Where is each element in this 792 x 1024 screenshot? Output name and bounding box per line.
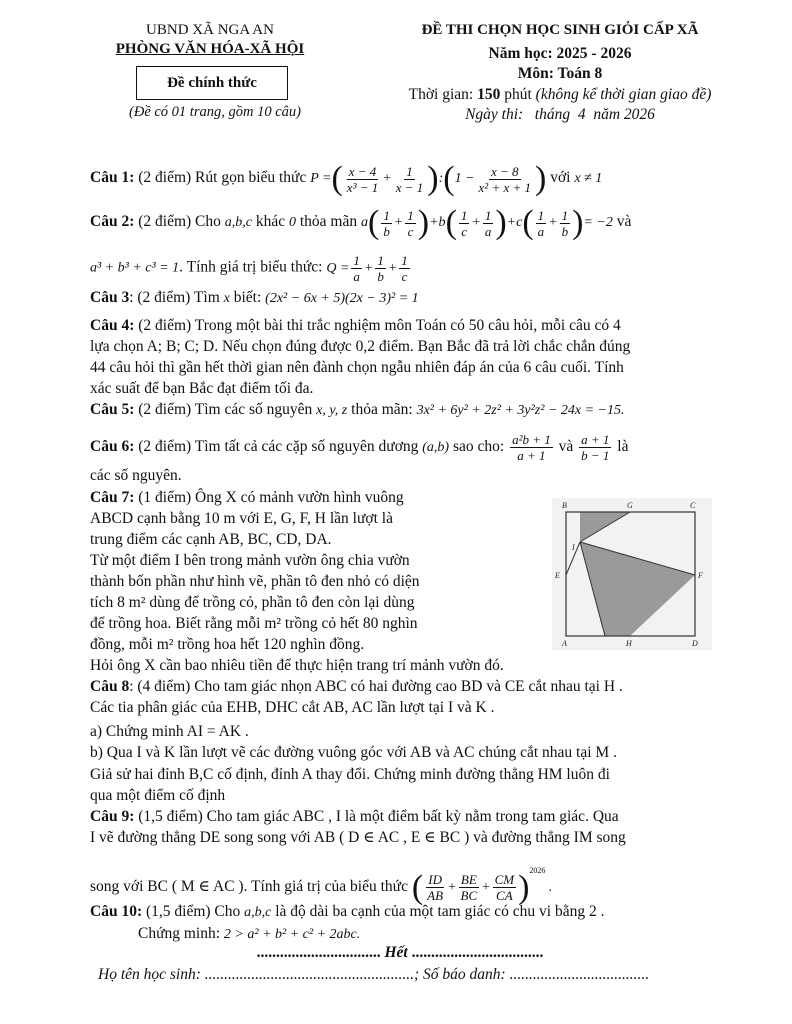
q1-label: Câu 1:: [90, 169, 135, 187]
question-7-line-7: để trồng hoa. Biết rằng mỗi m² trồng cỏ hết 80 nghìn: [90, 615, 418, 632]
question-7-line-9: Hỏi ông X cần bao nhiêu tiền để thực hiện trang trí mảnh vườn đó.: [90, 657, 504, 674]
question-2-line-2: a³ + b³ + c³ = 1. Tính giá trị biểu thức: Q = $\frac{1}{a}$ + $\frac{1}{b}$ + $\frac{1}{c}$: [90, 253, 412, 284]
question-2: Câu 2: (2 điểm) Cho a,b,c khác 0 thỏa mãn a( $\frac{1}{b}$ + $\frac{1}{c}$ )+b( $\frac{1}{c}$ + $\frac{1}{a}$ )+c( $\frac{1}{a}$ + $\frac{1}{b}$ )= −2 và: [90, 204, 632, 241]
time-label: Thời gian:: [408, 86, 474, 103]
q3-label: Câu 3: [90, 289, 130, 306]
q7-label: Câu 7:: [90, 489, 135, 506]
garden-figure: [552, 498, 712, 650]
question-8-line-3: a) Chứng minh AI = AK .: [90, 723, 249, 740]
q9-label: Câu 9:: [90, 808, 135, 825]
label-a: A: [562, 639, 567, 648]
q2-expression: Q = $\frac{1}{a}$ + $\frac{1}{b}$ + $\frac{1}{c}$: [326, 253, 408, 284]
time-value: 150: [477, 86, 501, 103]
question-8-line-2: Các tia phân giác của EHB, DHC cắt AB, AC lần lượt tại I và K .: [90, 699, 495, 716]
subject: Môn: Toán 8: [517, 65, 603, 82]
q3-expression: (2x² − 6x + 5)(2x − 3)² = 1: [265, 291, 419, 306]
question-8-line-1: Câu 8: (4 điểm) Cho tam giác nhọn ABC có hai đường cao BD và CE cắt nhau tại H .: [90, 678, 623, 695]
question-7-line-8: đồng, mỗi m² trồng hoa hết 120 nghìn đồng.: [90, 636, 365, 653]
authority: UBND XÃ NGA AN: [146, 22, 274, 38]
student-info: Họ tên học sinh: ......................................................; Số báo danh: ....................................: [98, 966, 650, 983]
question-9-line-1: Câu 9: (1,5 điểm) Cho tam giác ABC , I là một điểm bất kỳ nằm trong tam giác. Qua: [90, 808, 619, 825]
q10-expression: 2 > a² + b² + c² + 2abc.: [223, 927, 361, 942]
label-f: F: [698, 571, 703, 580]
label-b: B: [562, 501, 567, 510]
q2-condition: a( $\frac{1}{b}$ + $\frac{1}{c}$ )+b( $\frac{1}{c}$ + $\frac{1}{a}$ )+c( $\frac{1}{a}$ + $\frac{1}{b}$ ): [361, 204, 584, 241]
q6-label: Câu 6:: [90, 438, 135, 456]
question-5: Câu 5: (2 điểm) Tìm các số nguyên x, y, z thỏa mãn: 3x² + 6y² + 2z² + 3y²z² − 24x = −15.: [90, 401, 625, 418]
q1-text: (2 điểm) Rút gọn biểu thức: [134, 169, 311, 187]
official-box: Đề chính thức: [136, 66, 288, 100]
q5-label: Câu 5:: [90, 401, 135, 418]
q10-label: Câu 10:: [90, 903, 143, 920]
q5-expression: 3x² + 6y² + 2z² + 3y²z² − 24x = −15.: [416, 403, 625, 418]
end-label: Hết: [380, 944, 412, 961]
question-4-line-3: 44 câu hỏi thì gần hết thời gian nên đành chọn ngẫu nhiên đáp án của 6 câu cuối. Tính: [90, 359, 624, 376]
question-10: Câu 10: (1,5 điểm) Cho a,b,c là độ dài ba cạnh của một tam giác có chu vi bằng 2 .: [90, 903, 605, 920]
question-6-line-2: các số nguyên.: [90, 467, 182, 484]
time-unit: phút: [504, 86, 532, 103]
question-8-line-6: qua một điểm cố định: [90, 787, 226, 804]
label-e: E: [555, 571, 560, 580]
q9-exponent: 2026: [529, 866, 546, 875]
question-4-line-1: Câu 4: (2 điểm) Trong một bài thi trắc nghiệm môn Toán có 50 câu hỏi, mỗi câu có 4: [90, 317, 621, 334]
q2-label: Câu 2:: [90, 213, 135, 231]
question-9-line-3: song với BC ( M ∈ AC ). Tính giá trị của biểu thức ( $\frac{ID}{AB}$ + $\frac{BE}{BC}$ + $\frac{CM}{CA}$ )$^{2026}$ .: [90, 866, 553, 906]
q8-label: Câu 8: [90, 678, 130, 695]
page-note: (Đề có 01 trang, gồm 10 câu): [129, 104, 301, 120]
question-7-line-1: Câu 7: (1 điểm) Ông X có mảnh vườn hình vuông: [90, 489, 404, 506]
question-7-line-5: thành bốn phần như hình vẽ, phần tô đen nhỏ có diện: [90, 573, 420, 590]
exam-title: ĐỀ THI CHỌN HỌC SINH GIỎI CẤP XÃ: [421, 22, 699, 38]
q6-fraction-2: $\frac{a + 1}{b - 1}$: [581, 432, 610, 463]
question-6: Câu 6: (2 điểm) Tìm tất cả các cặp số nguyên dương (a,b) sao cho: $\frac{\text{a²b + 1}}{a + 1}$ và $\frac{a + 1}{b - 1}$ là: [90, 432, 629, 463]
question-9-line-2: I vẽ đường thẳng DE song song với AB ( D ∈ AC , E ∈ BC ) và đường thẳng IM song: [90, 829, 626, 846]
q1-condition: x ≠ 1: [574, 171, 603, 187]
label-g: G: [627, 501, 633, 510]
question-8-line-4: b) Qua I và K lần lượt vẽ các đường vuông góc với AB và AC chúng cắt nhau tại M .: [90, 744, 617, 761]
question-4-line-4: xác suất để bạn Bắc đạt điểm tối đa.: [90, 380, 314, 397]
end-line: ................................ Hết ..................................: [256, 944, 544, 961]
question-8-line-5: Giả sử hai đỉnh B,C cố định, đỉnh A thay đổi. Chứng minh đường thẳng HM luôn đi: [90, 766, 610, 783]
question-7-line-3: trung điểm các cạnh AB, BC, CD, DA.: [90, 531, 332, 548]
label-d: D: [692, 639, 698, 648]
question-7-line-2: ABCD cạnh bằng 10 m với E, G, F, H lần lượt là: [90, 510, 393, 527]
office: PHÒNG VĂN HÓA-XÃ HỘI: [115, 41, 305, 57]
question-1: Câu 1: (2 điểm) Rút gọn biểu thức P =( $\frac{x - 4}{\text{x³ − 1}}$ + $\frac{1}{x - 1}$ ):(1 − $\frac{x - 8}{\text{x² + x + 1}}$ ) với x ≠ 1: [90, 160, 603, 197]
question-10-line-2: Chứng minh: 2 > a² + b² + c² + 2abc.: [138, 925, 361, 942]
time-note: (không kể thời gian giao đề): [535, 86, 712, 103]
question-4-line-2: lựa chọn A; B; C; D. Nếu chọn đúng được 0,2 điểm. Bạn Bắc đã trả lời chắc chắn đúng: [90, 338, 631, 355]
school-year: Năm học: 2025 - 2026: [488, 45, 632, 62]
question-7-line-6: tích 8 m² dùng để trồng cỏ, phần tô đen còn lại dùng: [90, 594, 415, 611]
question-3: Câu 3: (2 điểm) Tìm x biết: (2x² − 6x + 5)(2x − 3)² = 1: [90, 289, 419, 306]
question-7-line-4: Từ một điểm I bên trong mảnh vườn ông chia vườn: [90, 552, 410, 569]
q4-label: Câu 4:: [90, 317, 135, 334]
label-h: H: [626, 639, 632, 648]
q9-expression: ( $\frac{ID}{AB}$ + $\frac{BE}{BC}$ + $\frac{CM}{CA}$ )$^{2026}$ .: [411, 866, 553, 906]
label-c: C: [690, 501, 696, 510]
q6-fraction-1: $\frac{\text{a²b + 1}}{a + 1}$: [512, 432, 551, 463]
exam-date: Ngày thi: tháng 4 năm 2026: [465, 106, 655, 123]
exam-time: [370, 86, 750, 104]
label-i: I: [572, 543, 575, 552]
q1-expression: P =( $\frac{x - 4}{\text{x³ − 1}}$ + $\frac{1}{x - 1}$ ):(1 − $\frac{x - 8}{\text{x² + x + 1}}$ ): [310, 160, 547, 197]
